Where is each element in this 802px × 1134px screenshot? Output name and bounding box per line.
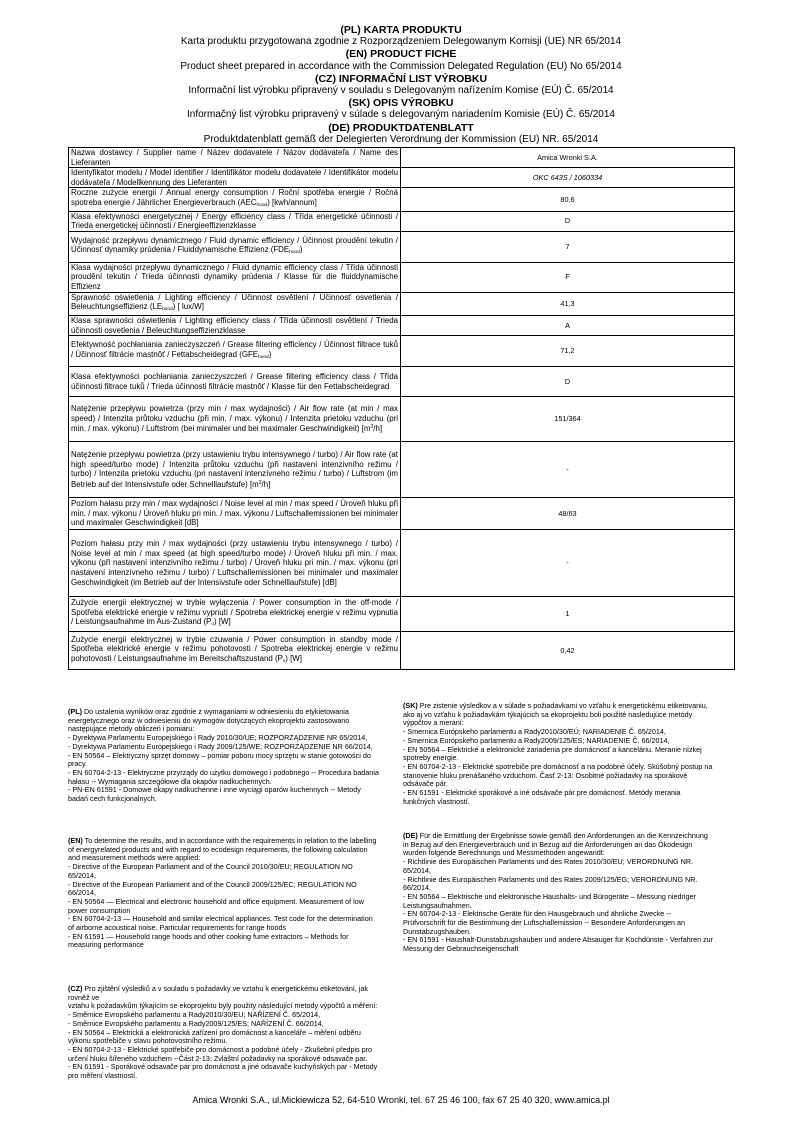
note-text: - Richtlinie des Europäischen Parlaments und des Rates 2010/30/EU; VERORDNUNG NR. <box>403 857 694 867</box>
note-text: stanovenie hluku prenášaného vzduchom. Časť 2-13: Osobitné požiadavky na sporákové <box>403 770 688 780</box>
note-line <box>403 876 735 885</box>
label-text: /h] <box>261 479 271 489</box>
note-text: measuring performance <box>68 940 144 950</box>
label-text: ) [kwh/annum] <box>267 197 317 207</box>
note-line <box>68 795 398 804</box>
heading-cz: (CZ) INFORMAČNÍ LIST VÝROBKU <box>314 72 488 85</box>
fiche-row-value: 48/63 <box>401 498 735 530</box>
heading-de: (DE) PRODUKTDATENBLATT <box>328 121 474 134</box>
note-language-tag: (EN) <box>68 836 83 845</box>
fiche-row-label <box>69 498 401 530</box>
note-line <box>68 881 398 890</box>
fiche-row-value: - <box>401 442 735 498</box>
label-text: Klasa efektywności energetycznej / Energy efficiency class / Třída energetické účinnosti / Trieda energetickej účinnosti / Energieeffizienzklasse <box>71 211 398 231</box>
fiche-header <box>0 24 802 146</box>
note-line <box>68 1072 398 1081</box>
fiche-row-value: 80,6 <box>401 188 735 211</box>
note-text: vztahu k požadavkům týkajícím se ekoprojektu byly použity následující metody výpočtů a měření: <box>68 1001 378 1011</box>
note-language-tag: (SK) <box>403 701 418 710</box>
note-line <box>403 858 735 867</box>
fiche-row <box>69 367 735 397</box>
note-text: - Richtlinie des Europäischen Parlaments und des Rates 2009/125/EG; VERORDNUNG NR. <box>403 874 698 884</box>
note-text: - EN 60704-2-13 - Elektrické spotrebiče pre domácnosť a na podobné účely. Skúšobný postup na <box>403 761 713 771</box>
label-text: Poziom hałasu przy min / max wydajności / Noise level at min / max speed / Úroveň hluku při min. / max. výkonu / Úroveň hluku pri min. / max. výkonu / Luftschallemissionen bei minimaler und maximaler Geschwindigkeit [dB] <box>71 499 398 528</box>
note-text: - EN 50564 – Elektryczny sprzęt domowy – pomiar poboru mocy sprzętu w stanie gotowości do <box>68 750 371 760</box>
note-line <box>403 798 735 807</box>
note-text: výkonu spotřebiče v stavu pohotovostního režimu. <box>68 1036 228 1046</box>
fiche-row-label <box>69 262 401 292</box>
note-text: To determine the results, and in accordance with the requirements in relation to the labelling <box>84 836 377 845</box>
note-text: in Bezug auf den Energieverbrauch und in Bezug auf die Anforderungen an das Ökodesign <box>403 839 693 849</box>
label-text: ) [W] <box>285 653 302 663</box>
note-text: power consumption <box>68 905 131 915</box>
fiche-row-label <box>69 530 401 597</box>
fiche-row-label <box>69 336 401 367</box>
fiche-row <box>69 292 735 315</box>
note-text: výpočtov a meraní: <box>403 718 464 728</box>
fiche-row <box>69 315 735 335</box>
note-text: badań cech funkcjonalnych. <box>68 794 157 804</box>
label-text: Klasa sprawności oświetlenia / Lighting efficiency class / Třída účinnosti osvětlení / Trieda účinnosti osvetlenia / Beleuchtungseffizienzklasse <box>71 315 398 335</box>
notes-de <box>403 832 735 954</box>
note-language-tag: (DE) <box>403 831 418 840</box>
label-superscript: 3 <box>370 424 374 431</box>
notes-en <box>68 837 398 950</box>
label-subscript: o <box>211 622 215 628</box>
note-text: - EN 60704-2-13 - Elektryczne przyrządy do użytku domowego i podobnego -- Procedura badania <box>68 767 379 777</box>
fiche-row <box>69 336 735 367</box>
note-text: of energyrelated products and with regard to ecodesign requirements, the following calculation <box>68 844 368 854</box>
subheading-cz: Informační list výrobku připravený v souladu s Delegovaným nařízením Komise (EÚ) Č. 65/2014 <box>188 85 614 97</box>
note-text: - EN 50564 – Elektrische und elektronische Haushalts- und Bürogeräte – Messung niedriger <box>403 891 696 901</box>
note-text: of airborne acoustical noise. Particular requirements for range hoods <box>68 923 287 933</box>
note-text: - EN 60704-2-13 - Elektrische Geräte für den Hausgebrauch und ähnliche Zwecke -- <box>403 909 672 919</box>
note-text: - Dyrektywa Parlamentu Europejskiego i Rady 2009/125/WE; ROZPORZĄDZENIE NR 66/2014, <box>68 741 373 751</box>
note-text: and measurement methods were applied: <box>68 853 201 863</box>
fiche-row <box>69 397 735 442</box>
subheading-en: Product sheet prepared in accordance with the Commission Delegated Regulation (EU) No 65/2014 <box>180 60 622 72</box>
label-subscript: s <box>282 658 286 664</box>
note-text: następujące metody obliczeń i pomiaru: <box>68 724 195 734</box>
note-text: - EN 61591 - Sporákové odsavače par pro domácnost a jiné odsavače kuchyňských par - Metody <box>68 1062 378 1072</box>
label-text: ) [ lux/W] <box>172 302 204 312</box>
fiche-row <box>69 262 735 292</box>
note-text: - EN 50564 – Elektrická a elektronická zařízení pro domácnost a kanceláře – měření odběru <box>68 1027 361 1037</box>
note-language-tag: (CZ) <box>68 984 83 993</box>
fiche-row <box>69 597 735 632</box>
note-text: ako aj vo vzťahu k požiadavkám týkajúcich sa ekoprojektu boli použité nasledujúce metódy <box>403 709 693 719</box>
note-text: Dunstabzugshauben. <box>403 926 471 936</box>
note-text: - EN 61591 - Haushalt-Dunstabzugshauben und andere Absauger für Kochdünste - Verfahren zur <box>403 935 714 945</box>
fiche-row <box>69 498 735 530</box>
notes-pl <box>68 708 398 804</box>
fiche-row <box>69 188 735 211</box>
label-subscript: hood <box>289 250 300 256</box>
note-text: Do ustalenia wyników oraz zgodnie z wymaganiami w odniesieniu do etykietowania <box>83 707 349 716</box>
label-text: Zużycie energii elektrycznej w trybie czuwania / Power consumption in standby mode / Spotřeba elektrické energie v režimu pohotovosti / Spotreba elektrickej energie v režimu pohotovosti / Leistungsaufnahme im Bereitschaftszustand (P <box>71 634 398 663</box>
heading-en: (EN) PRODUCT FICHE <box>345 48 457 61</box>
note-text: - EN 60704-2-13 — Household and similar electrical appliances. Test code for the determination <box>68 914 373 924</box>
note-text: - Directive of the European Parliament and of the Council 2010/30/EU; REGULATION NO <box>68 862 353 872</box>
fiche-row <box>69 231 735 262</box>
heading-sk: (SK) OPIS VÝROBKU <box>348 97 454 110</box>
subheading-sk: Informačný list výrobku pripravený v súlade s delegovaným nariadením Komisie (EÚ) Č. 65/2014 <box>187 109 615 121</box>
note-text: Pro zjištění výsledků a v souladu s požadavky ve vztahu k energetickému etiketování, jak <box>84 984 369 993</box>
subheading-de: Produktdatenblatt gemäß der Delegierten Verordnung der Kommission (EU) NR. 65/2014 <box>203 133 599 145</box>
label-text: Efektywność pochłaniania zanieczyszczeń / Grease filtering efficiency / Účinnost filtrace tuků / Účinnosť filtrácie mastnôť / Fettabscheidegrad (GFE <box>71 340 398 359</box>
note-text: určení hluku šířeného vzduchem --Část 2-13: Zvláštní požadavky na sporákové odsavače par. <box>68 1053 368 1063</box>
note-text: hałasu -- Wymagania szczegółowe dla okapów nadkuchennych. <box>68 776 272 786</box>
note-text: pro měření vlastností. <box>68 1071 138 1081</box>
note-text: Pre zistenie výsledkov a v súlade s požiadavkami vo vzťahu k energetickému etiketovaniu, <box>419 701 708 710</box>
note-text: - EN 50564 — Electrical and electronic household and office equipment. Measurement of low <box>68 896 364 906</box>
note-text: 66/2014, <box>68 888 96 898</box>
label-text: /h] <box>373 424 383 434</box>
label-text: Wydajność przepływu dynamicznego / Fluid dynamic efficiency / Účinnost proudění tekutin / Účinnosť dynamiky prúdenia / Fluiddynamische Effizienz (FDE <box>71 235 398 255</box>
note-text: spotreby energie. <box>403 753 459 763</box>
fiche-row-label <box>69 597 401 632</box>
fiche-row-value: 0,42 <box>401 632 735 670</box>
fiche-row <box>69 442 735 498</box>
note-line <box>403 945 735 954</box>
label-text: Natężenie przepływu powietrza (przy min / max wydajności) / Air flow rate (at min / max speed) / Intenzita průtoku vzduchu (při min. / max. výkonu) / Intenzita prietoku vzduchu (pri min. / max. výkonu) / Luftstrom (bei minimaler und bei maximaler Geschwindigkeit) [m <box>71 404 398 434</box>
note-text: 65/2014, <box>68 870 96 880</box>
note-text: rovněž ve <box>68 992 100 1002</box>
heading-pl: (PL) KARTA PRODUKTU <box>340 24 462 36</box>
fiche-row-value: Amica Wronki S.A. <box>401 148 735 168</box>
notes-sk <box>403 702 735 806</box>
fiche-row-value: 71,2 <box>401 336 735 367</box>
label-subscript: hood <box>162 307 173 313</box>
fiche-row-label <box>69 292 401 315</box>
label-text: Identyfikator modelu / Model identifier / Identifikátor modelu dodavatele / Identifikátor modelu dodávateľa / Modellkennung des Lieferanten <box>71 168 398 187</box>
label-text: ) <box>268 349 272 359</box>
fiche-row-value: 41,3 <box>401 292 735 315</box>
fiche-row-label <box>69 367 401 397</box>
fiche-row-value: 7 <box>401 231 735 262</box>
label-text: Nazwa dostawcy / Supplier name / Název dodavatele / Názov dodávateľa / Name des Lieferanten <box>71 148 398 167</box>
fiche-row-value: - <box>401 530 735 597</box>
note-text: - Směrnice Evropského parlamentu a Rady2009/125/ES; NAŘÍZENÍ Č. 66/2014, <box>68 1018 324 1028</box>
fiche-table-body <box>69 148 735 670</box>
footer-company-info: Amica Wronki S.A., ul.Mickiewicza 52, 64-510 Wronki, tel. 67 25 46 100, fax 67 25 40 320, www.amica.pl <box>192 1095 610 1105</box>
label-text: Zużycie energii elektrycznej w trybie wyłączenia / Power consumption in the off-mode / Spotřeba elektrické energie v režimu vypnutí / Spotreba elektrickej energie v režimu vypnutia / Leistungsaufnahme im Aus-Zustand (P <box>71 598 398 627</box>
label-text: Sprawność oświetlenia / Lighting efficiency / Účinnost osvětlení / Účinnosť osvetlenia / Beleuchtungseffizienz (LE <box>71 292 398 312</box>
label-text: Klasa efektywności pochłaniania zanieczyszczeń / Grease filtering efficiency class / Třída účinnosti filtrace tuků / Trieda účinnosti filtrácie mastnôť / Klasse für den Fettabscheidegrad <box>71 372 398 391</box>
label-text: ) <box>299 245 303 255</box>
note-text: - Smernica Európskeho parlamentu a Rady2010/30/EÚ; NARIADENIE Č. 65/2014, <box>403 727 666 737</box>
note-text: energetycznego oraz w odniesieniu do wymogów dotyczących ekoprojektu zastosowano <box>68 715 350 725</box>
fiche-row-label <box>69 397 401 442</box>
label-subscript: hood <box>258 354 269 360</box>
note-line <box>68 863 398 872</box>
label-text: Roczne zużycie energii / Annual energy consumption / Roční spotřeba energie / Ročná spotreba energie / Jährlicher Energieverbrauch (AEC <box>71 188 398 207</box>
fiche-row-label <box>69 442 401 498</box>
fiche-row <box>69 211 735 231</box>
fiche-row <box>69 168 735 188</box>
fiche-row-label <box>69 188 401 211</box>
note-text: - PN-EN 61591 - Domowe okapy nadkuchenne i inne wyciągi oparów kuchennych -- Metody <box>68 785 361 795</box>
label-text: Poziom hałasu przy min / max wydajności (przy ustawieniu trybu intensywnego / turbo) / Noise level at min / max speed (at high speed/turbo mode) / Úroveň hluku při min. / max. výkonu (při nastavení intenzivního režimu / turbo) / Úroveň hluku pri min. / max. výkonu (pri nastavení intenzívneho režimu / turbo) / Luftschallemissionen bei minimaler und maximaler Geschwindigkeit (im Betrieb auf der Intensivstufe oder Schnelllaufstufe) [dB] <box>71 539 398 587</box>
note-language-tag: (PL) <box>68 707 82 716</box>
fiche-row <box>69 530 735 597</box>
note-text: - Directive of the European Parliament and of the Council 2009/125/EC; REGULATION NO <box>68 879 357 889</box>
note-line <box>68 941 398 950</box>
fiche-row-label <box>69 148 401 168</box>
note-text: odsávače pár. <box>403 779 448 789</box>
label-superscript: 3 <box>258 479 262 486</box>
label-text: Klasa wydajności przepływu dynamicznego / Fluid dynamic efficiency class / Třída účinnosti proudění tekutin / Trieda účinnosti dynamiky prúdenia / Klasse für die fluiddynamische Effizienz <box>71 262 398 292</box>
fiche-row-label <box>69 231 401 262</box>
note-text: - Smernica Európskeho parlamentu a Rady2009/125/ES; NARIADENIE Č. 66/2014, <box>403 735 670 745</box>
note-line <box>68 752 398 761</box>
note-text: Leistungsaufnahmen. <box>403 900 472 910</box>
fiche-row-label <box>69 211 401 231</box>
note-line <box>68 985 398 994</box>
subheading-pl: Karta produktu przygotowana zgodnie z Rozporządzeniem Delegowanym Komisji (UE) NR 65/2014 <box>180 36 622 48</box>
fiche-row-value: A <box>401 315 735 335</box>
fiche-row-label <box>69 632 401 670</box>
fiche-row-value: D <box>401 211 735 231</box>
note-text: - Směrnice Evropského parlamentu a Rady2010/30/EU; NAŘÍZENÍ Č. 65/2014, <box>68 1010 321 1020</box>
note-text: 65/2014, <box>403 865 431 875</box>
note-text: Prüfvorschrift für die Bestimmung der Luftschallemission -- Besondere Anforderungen an <box>403 918 686 928</box>
note-line <box>403 772 735 781</box>
fiche-row-value: F <box>401 262 735 292</box>
fiche-row-value: OKC 643S / 1060334 <box>401 168 735 188</box>
note-text: - EN 61591 - Elektrické sporákové a iné odsávače pár pre domácnosť. Metódy merania <box>403 788 681 798</box>
note-text: Für die Ermittlung der Ergebnisse sowie gemäß den Anforderungen an die Kennzeichnung <box>419 831 708 840</box>
fiche-row <box>69 632 735 670</box>
label-subscript: hood <box>256 202 268 208</box>
note-text: 66/2014, <box>403 883 431 893</box>
note-text: - EN 60704-2-13 - Elektrické spotřebiče pro domácnost a podobné účely - Zkušební předpis pro <box>68 1044 373 1054</box>
label-text: ) [W] <box>214 617 231 627</box>
fiche-row-label <box>69 315 401 335</box>
note-text: - EN 50564 – Elektrické a elektronické zariadenia pre domácnosť a kanceláriu. Meranie nízkej <box>403 744 702 754</box>
fiche-row-value: 151/364 <box>401 397 735 442</box>
fiche-row-label <box>69 168 401 188</box>
fiche-row-value: 1 <box>401 597 735 632</box>
note-text: - Dyrektywa Parlamentu Europejskiego i Rady 2010/30/UE; ROZPORZĄDZENIE NR 65/2014, <box>68 733 368 743</box>
note-text: Messung der Gebrauchseigenschaft <box>403 944 519 954</box>
note-text: pracy. <box>68 759 88 769</box>
notes-cz <box>68 985 398 1081</box>
note-text: - EN 61591 — Household range hoods and other cooking fume extractors – Methods for <box>68 931 349 941</box>
fiche-row-value: D <box>401 367 735 397</box>
label-text: Natężenie przepływu powietrza (przy ustawieniu trybu intensywnego / turbo) / Air flow rate (at high speed/turbo mode) / Intenzita průtoku vzduchu (při nastavení intenzivního režimu / turbo) / Intenzita prietoku vzduchu (pri nastavení intenzívneho režimu / turbo) / Luftstrom (im Betrieb auf der Intensivstufe oder Schnelllaufstufe) [m <box>71 449 398 489</box>
fiche-row <box>69 148 735 168</box>
note-text: funkčných vlastností. <box>403 796 470 806</box>
product-fiche-table <box>68 147 735 670</box>
note-text: wurden folgende Berechnungs und Messmethoden angewandt: <box>403 848 605 858</box>
